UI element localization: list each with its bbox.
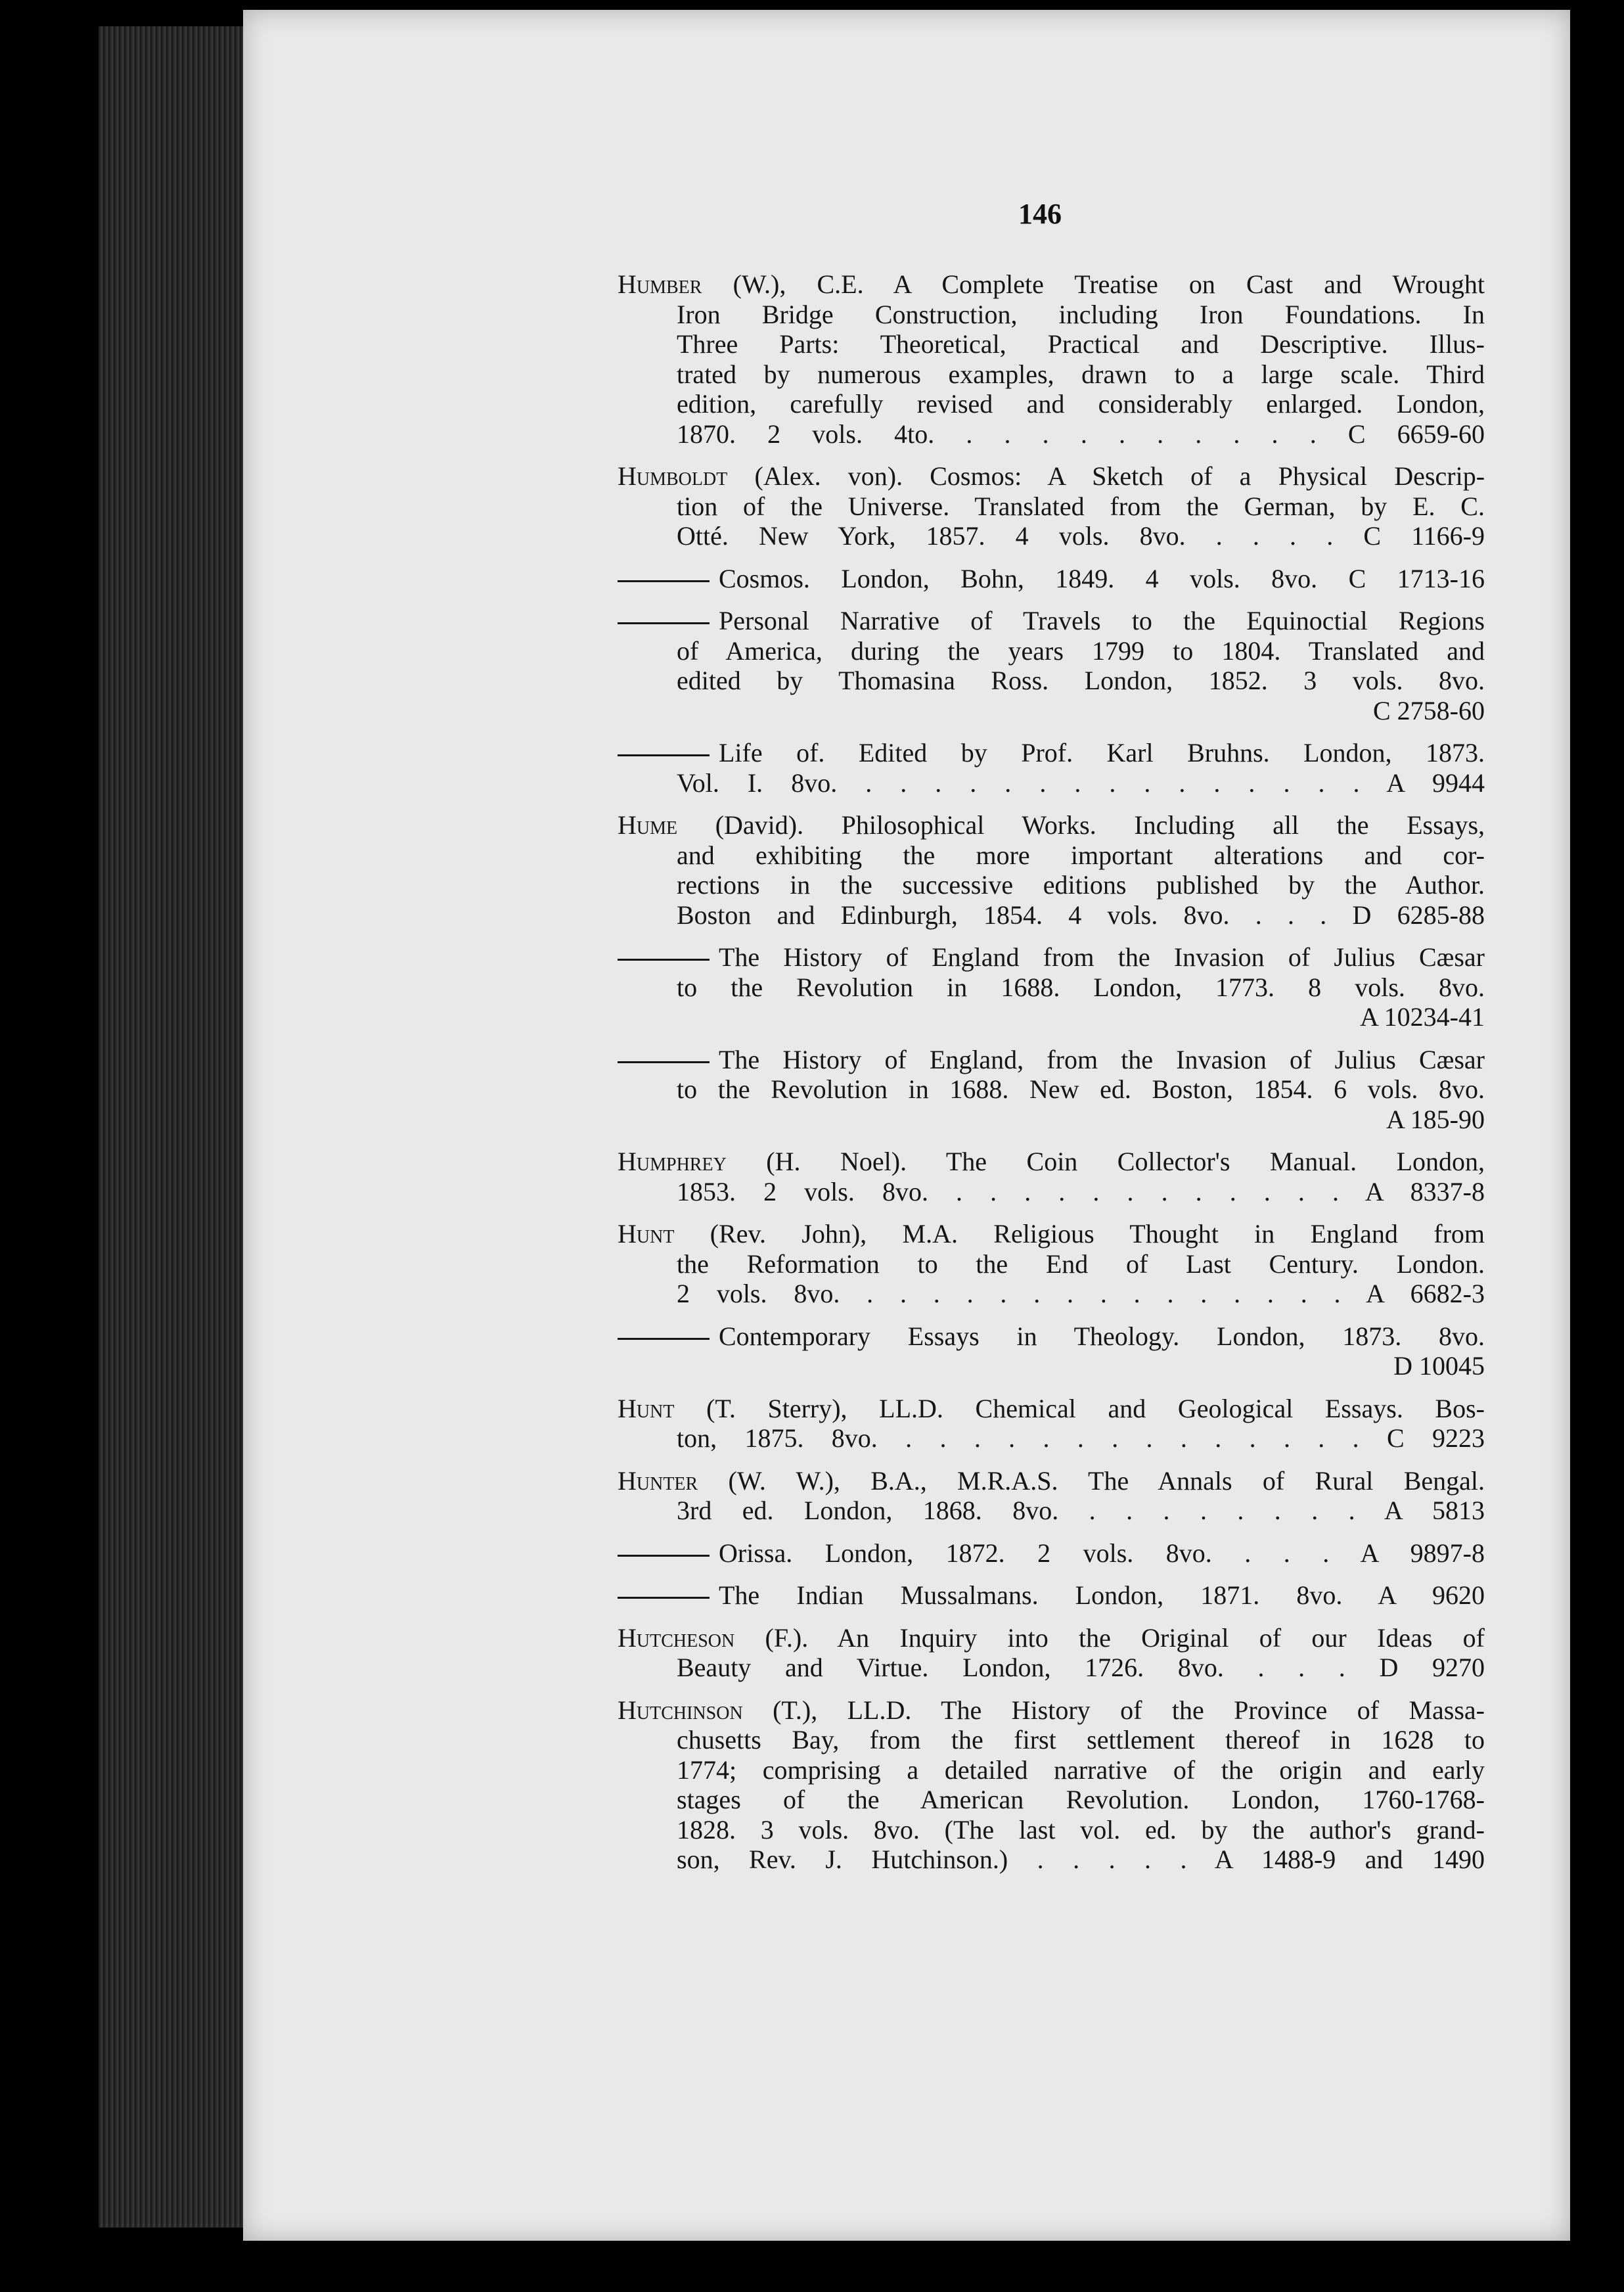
entry-line: 2 vols. 8vo. . . . . . . . . . . . . . . . A 6682-3 [677, 1279, 1485, 1308]
entry-line: 3rd ed. London, 1868. 8vo. . . . . . . . . A 5813 [677, 1496, 1485, 1525]
catalog-entry [618, 1466, 1485, 1526]
entry-line: Hutchinson (T.), LL.D. The History of the Province of Massa- [618, 1695, 1485, 1725]
catalog-entry [618, 1394, 1485, 1454]
entry-author: Hutcheson [618, 1622, 765, 1653]
entry-line: trated by numerous examples, drawn to a large scale. Third [677, 359, 1485, 389]
book-page-edges [99, 26, 259, 2228]
entry-line: Contemporary Essays in Theology. London, 1873. 8vo. [618, 1321, 1485, 1352]
catalog-entry [618, 1695, 1485, 1875]
call-number: C 2758-60 [1373, 695, 1485, 725]
entry-author: Humphrey [618, 1147, 767, 1176]
ditto-dash [618, 1555, 710, 1557]
ditto-dash [618, 1061, 710, 1063]
catalog-entry [618, 738, 1485, 798]
entry-line: Hume (David). Philosophical Works. Including all the Essays, [618, 810, 1485, 840]
entry-line: Hutcheson (F.). An Inquiry into the Original of our Ideas of [618, 1622, 1485, 1653]
entry-line: The History of England, from the Invasion of Julius Cæsar [618, 1045, 1485, 1075]
call-number: A 185-90 [1386, 1104, 1485, 1134]
ditto-dash [618, 1597, 710, 1599]
entry-line: edited by Thomasina Ross. London, 1852. 3 vols. 8vo. [677, 666, 1485, 695]
catalog-entry [618, 606, 1485, 725]
entry-line: son, Rev. J. Hutchinson.) . . . . . A 1488-9 and 1490 [677, 1845, 1485, 1874]
entry-line: Vol. I. 8vo. . . . . . . . . . . . . . . . A 9944 [677, 768, 1485, 798]
entry-author: Humber [618, 269, 733, 299]
entry-line: the Reformation to the End of Last Century. London. [677, 1249, 1485, 1279]
entry-author: Humboldt [618, 461, 755, 491]
entry-line: Hunt (T. Sterry), LL.D. Chemical and Geological Essays. Bos- [618, 1393, 1485, 1423]
entry-line: to the Revolution in 1688. New ed. Boston, 1854. 6 vols. 8vo. [677, 1074, 1485, 1104]
catalog-entry [618, 1147, 1485, 1206]
entry-line: Cosmos. London, Bohn, 1849. 4 vols. 8vo. C 1713-16 [618, 564, 1485, 594]
entry-line: Life of. Edited by Prof. Karl Bruhns. London, 1873. [618, 738, 1485, 768]
entry-line: Hunter (W. W.), B.A., M.R.A.S. The Annals of Rural Bengal. [618, 1465, 1485, 1496]
call-number: A 10234-41 [1360, 1002, 1485, 1032]
catalog-entry [618, 1219, 1485, 1309]
entry-line: and exhibiting the more important alterations and cor- [677, 840, 1485, 870]
catalog-entry [618, 564, 1485, 594]
catalog-entry [618, 1623, 1485, 1683]
entry-line: to the Revolution in 1688. London, 1773. 8 vols. 8vo. [677, 972, 1485, 1002]
entry-line: Boston and Edinburgh, 1854. 4 vols. 8vo. . . . D 6285-88 [677, 900, 1485, 930]
catalog-entry [618, 810, 1485, 930]
entry-line: 1828. 3 vols. 8vo. (The last vol. ed. by the author's grand- [677, 1814, 1485, 1845]
catalog-entry [618, 461, 1485, 551]
entry-line: tion of the Universe. Translated from the German, by E. C. [677, 491, 1485, 521]
entry-line: rections in the successive editions published by the Author. [677, 870, 1485, 900]
entry-line: 1853. 2 vols. 8vo. . . . . . . . . . . . . A 8337-8 [677, 1176, 1485, 1206]
entry-line: 1774; comprising a detailed narrative of the origin and early [677, 1754, 1485, 1785]
entry-line: Orissa. London, 1872. 2 vols. 8vo. . . . A 9897-8 [618, 1538, 1485, 1569]
entry-line: edition, carefully revised and considerably enlarged. London, [677, 389, 1485, 419]
catalog-entry [618, 269, 1485, 449]
ditto-dash [618, 959, 710, 961]
entry-line: of America, during the years 1799 to 1804. Translated and [677, 635, 1485, 666]
entry-line: ton, 1875. 8vo. . . . . . . . . . . . . . . C 9223 [677, 1423, 1485, 1453]
ditto-dash [618, 754, 710, 756]
entry-author: Hunt [618, 1219, 710, 1249]
catalog-entry [618, 1538, 1485, 1569]
entry-line: Humphrey (H. Noel). The Coin Collector's Manual. London, [618, 1147, 1485, 1176]
entry-line: 1870. 2 vols. 4to. . . . . . . . . . . C 6659-60 [677, 419, 1485, 449]
entry-line: stages of the American Revolution. London, 1760-1768- [677, 1785, 1485, 1814]
entry-author: Hutchinson [618, 1695, 773, 1725]
entry-line: Humber (W.), C.E. A Complete Treatise on Cast and Wrought [618, 269, 1485, 299]
entry-line: Three Parts: Theoretical, Practical and Descriptive. Illus- [677, 329, 1485, 359]
catalog-entry [618, 1045, 1485, 1135]
entry-line: Otté. New York, 1857. 4 vols. 8vo. . . . . C 1166-9 [677, 521, 1485, 551]
entry-author: Hunter [618, 1465, 729, 1496]
entry-line: The History of England from the Invasion of Julius Cæsar [618, 942, 1485, 973]
entry-line: The Indian Mussalmans. London, 1871. 8vo. A 9620 [618, 1580, 1485, 1611]
catalog-entry [618, 1580, 1485, 1611]
ditto-dash [618, 580, 710, 582]
entry-author: Hunt [618, 1393, 707, 1423]
entry-line: Iron Bridge Construction, including Iron Foundations. In [677, 299, 1485, 329]
ditto-dash [618, 622, 710, 624]
catalog-entry [618, 1321, 1485, 1381]
entry-line: Personal Narrative of Travels to the Equinoctial Regions [618, 606, 1485, 636]
entry-line: Beauty and Virtue. London, 1726. 8vo. . . . D 9270 [677, 1653, 1485, 1682]
entry-line: Humboldt (Alex. von). Cosmos: A Sketch of a Physical Descrip- [618, 461, 1485, 491]
ditto-dash [618, 1338, 710, 1340]
call-number: D 10045 [1393, 1351, 1485, 1381]
page-number: 146 [1018, 198, 1062, 230]
catalog-entry [618, 942, 1485, 1032]
entry-author: Hume [618, 810, 715, 840]
entry-line: Hunt (Rev. John), M.A. Religious Thought in England from [618, 1219, 1485, 1249]
entry-line: chusetts Bay, from the first settlement thereof in 1628 to [677, 1725, 1485, 1754]
